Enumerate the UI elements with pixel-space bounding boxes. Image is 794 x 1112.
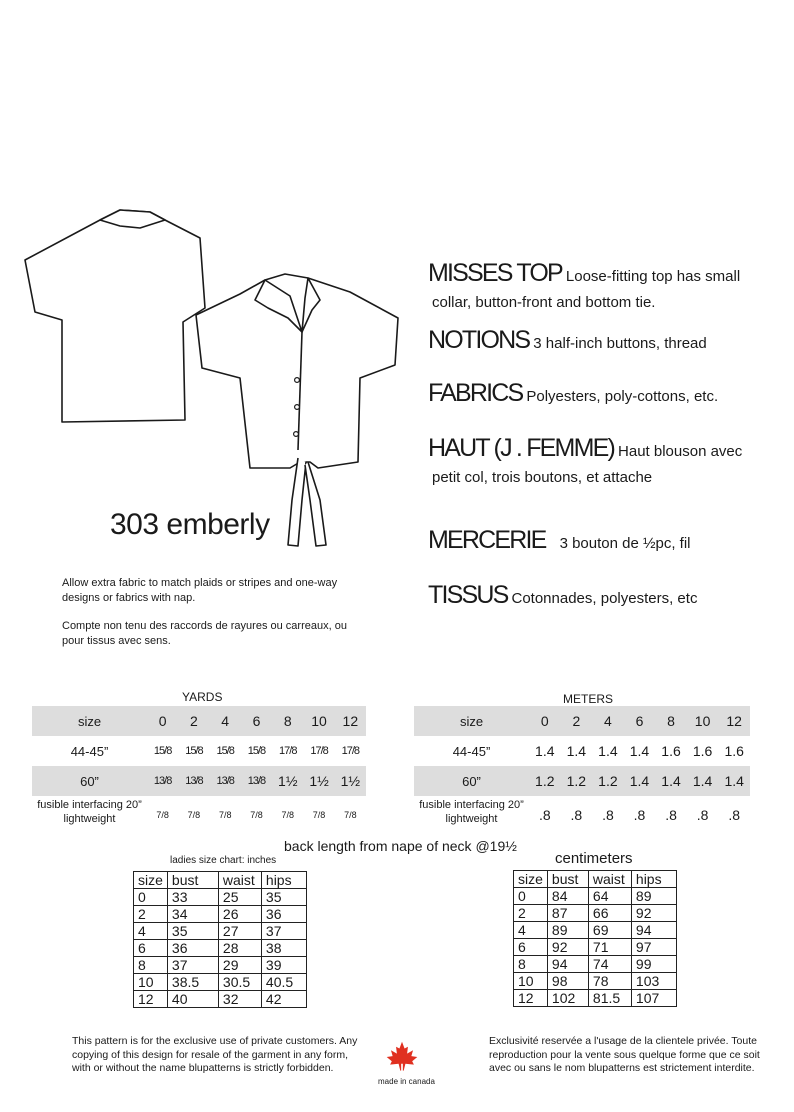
table-row [134, 991, 307, 1008]
size-cell: 8 [655, 706, 687, 736]
cell: 40 [167, 991, 218, 1008]
value-cell: 1.2 [529, 766, 561, 796]
desc-heading: HAUT (J . FEMME) [428, 434, 615, 462]
row-label: fusible interfacing 20” lightweight [37, 799, 142, 825]
value-cell: 15/8 [247, 745, 266, 757]
cell: 103 [631, 973, 676, 990]
table-row [134, 974, 307, 991]
table-row [134, 906, 307, 923]
value-cell: 1.4 [629, 743, 650, 759]
value-cell: 17/8 [310, 745, 328, 757]
value-cell: 17/8 [341, 745, 360, 757]
cell: 37 [167, 957, 218, 974]
yards-row-60 [32, 766, 366, 796]
cell: 98 [547, 973, 588, 990]
value-cell: 1.4 [718, 766, 750, 796]
cell: 6 [134, 940, 168, 957]
cell: 37 [261, 923, 306, 940]
size-cell: 4 [592, 706, 624, 736]
cell: 2 [514, 905, 548, 922]
desc-mercerie [428, 525, 691, 555]
desc-tissus [428, 580, 697, 610]
value-cell: 7/8 [344, 809, 357, 820]
desc-text: 3 half-inch buttons, thread [533, 335, 707, 352]
table-row [514, 973, 677, 990]
value-cell: 13/8 [210, 766, 241, 796]
table-row [134, 957, 307, 974]
cell: 6 [514, 939, 548, 956]
desc-text: 3 bouton de ½pc, fil [559, 535, 691, 552]
cell: 92 [547, 939, 588, 956]
value-cell: 1.4 [687, 766, 719, 796]
row-label: 60” [414, 766, 529, 796]
garment-illustration [20, 200, 410, 560]
size-label: size [414, 706, 529, 736]
yards-row-interfacing [32, 796, 366, 833]
value-cell: 1.4 [566, 743, 587, 759]
cell: 35 [261, 889, 306, 906]
size-cell: 0 [147, 706, 178, 736]
header-cell: hips [261, 872, 306, 889]
maple-leaf-icon [385, 1040, 419, 1074]
cell: 92 [631, 905, 676, 922]
value-cell: 1.6 [724, 743, 744, 759]
row-label: 44-45” [70, 743, 109, 759]
desc-heading: FABRICS [428, 379, 523, 407]
button [295, 405, 300, 410]
header-cell: size [514, 871, 548, 888]
cell: 69 [588, 922, 631, 939]
value-cell: 7/8 [250, 809, 263, 820]
table-header-row [514, 871, 677, 888]
size-cell: 10 [687, 706, 719, 736]
cell: 36 [261, 906, 306, 923]
front-view-outline [196, 274, 398, 468]
cell: 64 [588, 888, 631, 905]
cell: 25 [218, 889, 261, 906]
desc-heading: NOTIONS [428, 326, 530, 354]
cell: 84 [547, 888, 588, 905]
value-cell: 1.6 [661, 743, 681, 759]
cell: 66 [588, 905, 631, 922]
size-cell: 12 [718, 706, 750, 736]
cell: 34 [167, 906, 218, 923]
value-cell: .8 [633, 806, 646, 823]
size-cell: 8 [272, 706, 303, 736]
cell: 35 [167, 923, 218, 940]
cell: 33 [167, 889, 218, 906]
desc-text: Loose-fitting top has small [565, 268, 741, 285]
desc-text: Haut blouson avec [618, 443, 743, 460]
cell: 40.5 [261, 974, 306, 991]
cell: 107 [631, 990, 676, 1007]
value-cell: 15/8 [185, 745, 203, 757]
size-cell: 12 [335, 706, 366, 736]
note-french: Compte non tenu des raccords de rayures ou carreaux, ou pour tissus avec sens. [62, 620, 347, 647]
size-cell: 0 [529, 706, 561, 736]
meters-row-60 [414, 766, 750, 796]
value-cell: 1.4 [655, 766, 687, 796]
value-cell: .8 [728, 806, 741, 823]
size-cell: 4 [210, 706, 241, 736]
table-row [514, 922, 677, 939]
cell: 87 [547, 905, 588, 922]
size-cell: 2 [561, 706, 593, 736]
ladies-chart-title: ladies size chart: inches [170, 855, 277, 866]
footer-french: Exclusivité reservée a l'usage de la clientele privée. Toute reproduction pour la vente sous quelque forme que ce soit avec ou sans le nom blupatterns est strictement interdite. [489, 1035, 760, 1075]
cell: 10 [134, 974, 168, 991]
made-in-canada: made in canada [378, 1077, 435, 1086]
yards-table [32, 706, 366, 833]
cell: 99 [631, 956, 676, 973]
value-cell: .8 [570, 806, 583, 823]
cm-chart-title: centimeters [555, 850, 633, 867]
back-length-note: back length from nape of neck @19½ [284, 838, 517, 854]
value-cell: 13/8 [178, 766, 209, 796]
button [295, 378, 300, 383]
header-cell: bust [167, 872, 218, 889]
size-cell: 6 [624, 706, 656, 736]
desc-haut [428, 433, 742, 487]
cell: 38 [261, 940, 306, 957]
header-cell: bust [547, 871, 588, 888]
cell: 102 [547, 990, 588, 1007]
meters-title: METERS [563, 692, 614, 706]
row-label: 60” [32, 766, 147, 796]
value-cell: 15/8 [153, 745, 172, 757]
value-cell: .8 [665, 806, 677, 823]
cell: 2 [134, 906, 168, 923]
cell: 0 [134, 889, 168, 906]
cell: 30.5 [218, 974, 261, 991]
pattern-name: 303 emberly [110, 508, 270, 541]
desc-continuation: collar, button-front and bottom tie. [432, 294, 656, 311]
meters-size-row [414, 706, 750, 736]
desc-continuation: petit col, trois boutons, et attache [432, 469, 653, 486]
footer-english: This pattern is for the exclusive use of private customers. Any copying of this design for resale of the garment in any form, with or without the name blupatterns is strictly forbidden. [72, 1035, 358, 1075]
cell: 38.5 [167, 974, 218, 991]
cell: 42 [261, 991, 306, 1008]
value-cell: 15/8 [216, 745, 234, 757]
cell: 27 [218, 923, 261, 940]
cell: 36 [167, 940, 218, 957]
yards-size-row [32, 706, 366, 736]
table-row [134, 923, 307, 940]
value-cell: 17/8 [279, 745, 297, 757]
cell: 74 [588, 956, 631, 973]
value-cell: 7/8 [156, 809, 169, 820]
value-cell: .8 [602, 806, 614, 823]
cell: 78 [588, 973, 631, 990]
desc-notions [428, 325, 707, 355]
value-cell: 7/8 [218, 809, 232, 820]
desc-heading: MERCERIE [428, 526, 546, 554]
value-cell: 1.4 [598, 743, 618, 759]
header-cell: waist [218, 872, 261, 889]
value-cell: 1.4 [624, 766, 656, 796]
value-cell: 1.2 [592, 766, 624, 796]
ladies-size-table [133, 871, 307, 1008]
size-cell: 6 [241, 706, 272, 736]
value-cell: 1.6 [692, 743, 713, 759]
cell: 94 [547, 956, 588, 973]
cell: 89 [631, 888, 676, 905]
cell: 71 [588, 939, 631, 956]
value-cell: 13/8 [241, 766, 272, 796]
value-cell: .8 [538, 806, 551, 823]
value-cell: 1½ [335, 766, 366, 796]
cell: 8 [514, 956, 548, 973]
cell: 89 [547, 922, 588, 939]
tie-right [305, 462, 326, 546]
table-row [514, 939, 677, 956]
desc-text: Polyesters, poly-cottons, etc. [526, 388, 719, 405]
table-row [134, 940, 307, 957]
cell: 26 [218, 906, 261, 923]
cell: 94 [631, 922, 676, 939]
cell: 8 [134, 957, 168, 974]
desc-heading: MISSES TOP [428, 259, 562, 287]
cell: 4 [134, 923, 168, 940]
yards-title: YARDS [182, 690, 223, 704]
desc-heading: TISSUS [428, 581, 508, 609]
row-label: fusible interfacing 20” lightweight [419, 799, 524, 825]
tie-left [288, 458, 306, 546]
meters-row-44 [414, 736, 750, 766]
size-label: size [32, 706, 147, 736]
table-row [134, 889, 307, 906]
cell: 12 [134, 991, 168, 1008]
yards-row-44 [32, 736, 366, 766]
header-cell: hips [631, 871, 676, 888]
table-row [514, 956, 677, 973]
table-header-row [134, 872, 307, 889]
value-cell: 1.4 [535, 743, 555, 759]
table-row [514, 990, 677, 1007]
size-cell: 2 [178, 706, 209, 736]
button [294, 432, 299, 437]
cell: 10 [514, 973, 548, 990]
desc-fabrics [428, 378, 718, 408]
cell: 29 [218, 957, 261, 974]
cell: 12 [514, 990, 548, 1007]
cell: 97 [631, 939, 676, 956]
desc-text: Cotonnades, polyesters, etc [511, 590, 698, 607]
cm-size-table [513, 870, 677, 1007]
cell: 39 [261, 957, 306, 974]
value-cell: 1½ [272, 766, 303, 796]
header-cell: size [134, 872, 168, 889]
value-cell: 7/8 [312, 809, 326, 820]
row-label: 44-45” [452, 743, 491, 759]
cell: 81.5 [588, 990, 631, 1007]
header-cell: waist [588, 871, 631, 888]
value-cell: 7/8 [187, 809, 201, 820]
value-cell: 7/8 [281, 809, 295, 820]
value-cell: .8 [696, 806, 709, 823]
value-cell: 13/8 [147, 766, 178, 796]
table-row [514, 905, 677, 922]
cell: 0 [514, 888, 548, 905]
back-view-outline [25, 210, 205, 422]
meters-table [414, 706, 750, 833]
cell: 32 [218, 991, 261, 1008]
meters-row-interfacing [414, 796, 750, 833]
note-english: Allow extra fabric to match plaids or stripes and one-way designs or fabrics with nap. [62, 577, 338, 604]
cell: 28 [218, 940, 261, 957]
desc-misses-top [428, 258, 740, 312]
value-cell: 1½ [303, 766, 334, 796]
cell: 4 [514, 922, 548, 939]
size-cell: 10 [303, 706, 334, 736]
table-row [514, 888, 677, 905]
value-cell: 1.2 [561, 766, 593, 796]
